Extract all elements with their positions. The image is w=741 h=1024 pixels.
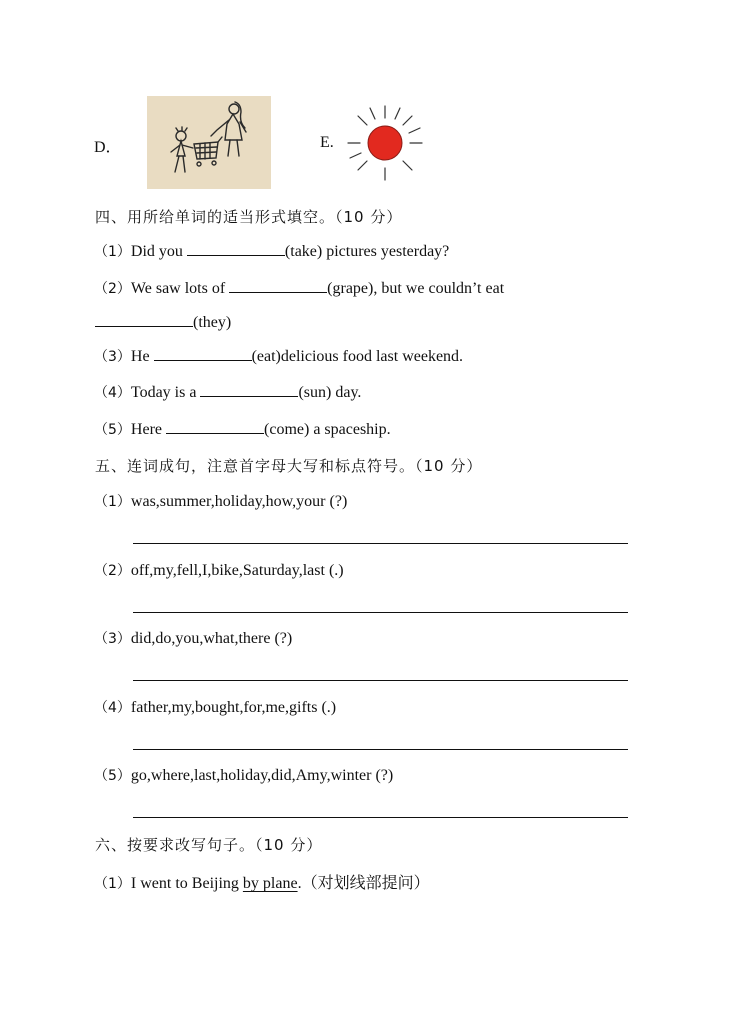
section-4-question-1 xyxy=(94,241,449,261)
section-4-question-5 xyxy=(94,419,391,439)
question-number: （1） xyxy=(94,494,131,510)
answer-blank[interactable] xyxy=(200,382,298,397)
question-instruction: .（对划线部提问） xyxy=(297,875,430,892)
woman-child-cart-illustration xyxy=(147,96,271,189)
section-4-question-2 xyxy=(94,278,504,298)
question-number: （2） xyxy=(94,563,131,579)
question-text: Did you xyxy=(130,243,187,260)
question-text: He xyxy=(130,348,154,365)
section-5-question-2 xyxy=(94,560,344,580)
section-5-heading: 五、连词成句，注意首字母大写和标点符号。（10 分） xyxy=(95,457,483,475)
section-5-question-1 xyxy=(94,491,347,511)
question-text: (grape), but we couldn’t eat xyxy=(327,280,505,297)
section-4-question-4 xyxy=(94,382,361,402)
question-text: I went to Beijing xyxy=(130,875,243,892)
section-4-question-2-continued xyxy=(95,312,231,332)
underlined-phrase: by plane xyxy=(242,875,298,892)
question-text: go,where,last,holiday,did,Amy,winter (?) xyxy=(130,767,394,784)
question-text: father,my,bought,for,me,gifts (.) xyxy=(130,699,337,716)
question-text: We saw lots of xyxy=(130,280,230,297)
question-number: （5） xyxy=(94,422,131,438)
question-number: （4） xyxy=(94,385,131,401)
question-number: （1） xyxy=(94,876,131,892)
section-5-question-4 xyxy=(94,697,336,717)
option-e-picture xyxy=(346,104,424,182)
section-4-heading: 四、用所给单词的适当形式填空。（10 分） xyxy=(95,208,403,226)
question-text: (take) pictures yesterday? xyxy=(284,243,450,260)
question-text: (they) xyxy=(193,314,232,331)
question-text: did,do,you,what,there (?) xyxy=(130,630,293,647)
question-number: （2） xyxy=(94,281,131,297)
question-text: Today is a xyxy=(130,384,201,401)
section-6-question-1 xyxy=(94,870,430,893)
answer-line[interactable] xyxy=(133,817,628,818)
answer-blank[interactable] xyxy=(229,278,327,293)
option-e-label: E. xyxy=(320,134,334,151)
question-number: （3） xyxy=(94,349,131,365)
answer-line[interactable] xyxy=(133,543,628,544)
question-number: （1） xyxy=(94,244,131,260)
answer-blank[interactable] xyxy=(95,312,193,327)
question-text: (sun) day. xyxy=(298,384,362,401)
question-number: （5） xyxy=(94,768,131,784)
answer-blank[interactable] xyxy=(166,419,264,434)
question-text: Here xyxy=(130,421,167,438)
answer-line[interactable] xyxy=(133,612,628,613)
question-number: （4） xyxy=(94,700,131,716)
question-number: （3） xyxy=(94,631,131,647)
question-text: (eat)delicious food last weekend. xyxy=(251,348,464,365)
question-text: was,summer,holiday,how,your (?) xyxy=(130,493,348,510)
section-6-heading: 六、按要求改写句子。（10 分） xyxy=(95,836,323,854)
answer-blank[interactable] xyxy=(187,241,285,256)
section-5-question-3 xyxy=(94,628,292,648)
section-5-question-5 xyxy=(94,765,393,785)
option-d-label: D． xyxy=(94,139,122,156)
question-text: off,my,fell,I,bike,Saturday,last (.) xyxy=(130,562,344,579)
answer-line[interactable] xyxy=(133,749,628,750)
answer-blank[interactable] xyxy=(154,346,252,361)
answer-line[interactable] xyxy=(133,680,628,681)
option-d-picture xyxy=(147,96,271,189)
question-text: (come) a spaceship. xyxy=(264,421,391,438)
sun-icon xyxy=(346,104,424,182)
section-4-question-3 xyxy=(94,346,463,366)
